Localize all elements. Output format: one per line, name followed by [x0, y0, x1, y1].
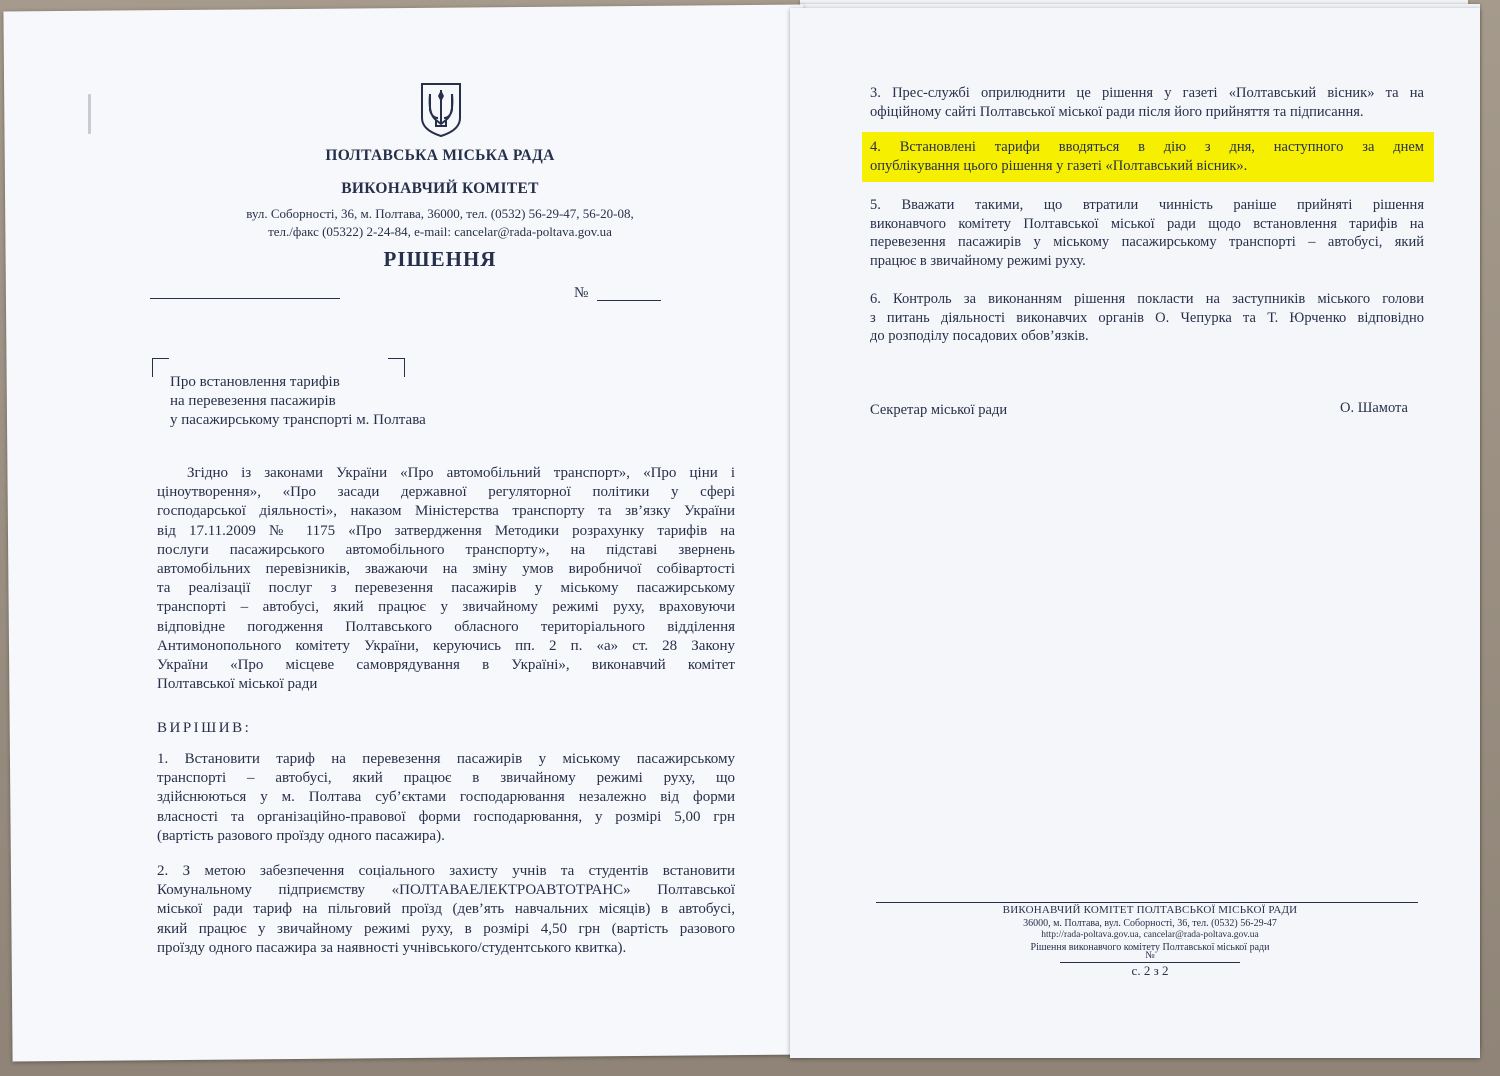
committee-name: ВИКОНАВЧИЙ КОМІТЕТ	[341, 180, 539, 197]
item-line: виконавчого комітету Полтавської міської ради щодо встановлення тарифів на	[870, 215, 1424, 232]
item-line: перевезення пасажирів у міському пасажирському транспорті – автобусі, який	[870, 234, 1424, 250]
item-1	[157, 750, 735, 846]
preamble-line: послуги пасажирського автомобільного транспорту», на підставі звернень	[157, 541, 735, 558]
preamble-line: відповідне погодження Полтавського обласного територіального відділення	[157, 618, 735, 635]
item-line: 3. Прес-службі оприлюднити це рішення у газеті «Полтавський вісник» та на	[870, 85, 1424, 101]
preamble	[157, 464, 735, 694]
item-4	[870, 138, 1424, 175]
preamble-line: Антимонопольного комітету України, керуючись пп. 2 п. «а» ст. 28 Закону	[157, 637, 735, 654]
preamble-line: від 17.11.2009 № 1175 «Про затвердження Методики розрахунку тарифів на	[157, 522, 735, 539]
item-line: до розподілу посадових обов’язків.	[870, 328, 1089, 344]
item-line: Комунальному підприємству «ПОЛТАВАЕЛЕКТРОАВТОТРАНС» Полтавської	[157, 882, 735, 899]
page-number: с. 2 з 2	[1131, 963, 1169, 978]
item-line: 5. Вважати такими, що втратили чинність раніше прийняті рішення	[870, 197, 1424, 213]
signatory-position: Секретар міської ради	[870, 402, 1008, 418]
item-line: проїзду одного пасажира за наявності учнівського/студентського квитка).	[157, 939, 627, 956]
footer-web: http://rada-poltava.gov.ua, cancelar@rada-poltava.gov.ua	[1041, 930, 1259, 940]
item-line: здійснюються у м. Полтава суб’єктами господарювання незалежно від форми	[157, 789, 735, 806]
address-line-2: тел./факс (05322) 2-24-84, e-mail: cancelar@rada-poltava.gov.ua	[268, 224, 612, 239]
subject-line-3: у пасажирському транспорті м. Полтава	[170, 412, 426, 428]
item-5	[870, 196, 1424, 270]
item-6	[870, 290, 1424, 346]
council-name: ПОЛТАВСЬКА МІСЬКА РАДА	[325, 147, 555, 164]
item-line: 2. З метою забезпечення соціального захисту учнів та студентів встановити	[157, 863, 735, 879]
item-line: опублікування цього рішення у газеті «Полтавський вісник».	[870, 157, 1248, 174]
footer-number-label: №	[1145, 950, 1155, 961]
trident-emblem-icon	[418, 80, 464, 138]
date-blank-line	[150, 298, 340, 299]
preamble-line: транспорті – автобусі, який працює у звичайному режимі руху, враховуючи	[157, 599, 735, 616]
footer-committee: ВИКОНАВЧИЙ КОМІТЕТ ПОЛТАВСЬКОЇ МІСЬКОЇ РАДИ	[1002, 904, 1298, 916]
preamble-line: автомобільних перевізників, зважаючи на зміну умов виробничої собівартості	[157, 561, 735, 578]
number-label: №	[574, 285, 589, 301]
preamble-line: та реалізації послуг з перевезення пасажирів у міському пасажирському	[157, 580, 735, 597]
staple-mark	[88, 94, 91, 134]
preamble-line: Полтавської міської ради	[157, 676, 318, 693]
preamble-line: ціноутворення», «Про засади державної регуляторної політики у сфері	[157, 484, 735, 501]
resolved-heading: ВИРІШИВ:	[157, 720, 252, 736]
footer-decision-label: Рішення виконавчого комітету Полтавської міської ради	[1030, 942, 1270, 953]
item-line: 1. Встановити тариф на перевезення пасажирів у міському пасажирському	[157, 751, 735, 767]
subject-bracket-left	[152, 358, 169, 377]
footer-divider	[876, 902, 1418, 903]
item-line: 4. Встановлені тарифи вводяться в дію з дня, наступного за днем	[870, 139, 1424, 155]
subject-bracket-right	[388, 358, 405, 377]
item-2	[157, 862, 735, 958]
number-blank-line	[597, 300, 661, 301]
footer-address: 36000, м. Полтава, вул. Соборності, 36, тел. (0532) 56-29-47	[1023, 918, 1277, 929]
item-line: власності та організаційно-правової форми господарювання, у розмірі 5,00 грн	[157, 808, 735, 825]
item-line: (вартість разового проїзду одного пасажира).	[157, 827, 445, 844]
item-line: транспорті – автобусі, який працює в звичайному режимі руху, що	[157, 770, 735, 787]
item-3	[870, 84, 1424, 121]
preamble-line: України «Про місцеве самоврядування в Україні», виконавчий комітет	[157, 657, 735, 674]
item-line: міської ради тариф на пільговий проїзд (дев’ять навчальних місяців) в автобусі,	[157, 901, 735, 918]
subject-line-2: на перевезення пасажирів	[170, 393, 336, 409]
item-line: з питань діяльності виконавчих органів О. Чепурка та Т. Юрченко відповідно	[870, 309, 1424, 326]
subject-line-1: Про встановлення тарифів	[170, 374, 340, 390]
document-title: РІШЕННЯ	[383, 247, 497, 271]
item-line: який працює у звичайному режимі руху, в розмірі 4,50 грн (вартість разового	[157, 920, 735, 937]
item-line: 6. Контроль за виконанням рішення покласти на заступників міського голови	[870, 291, 1424, 307]
item-line: працює в звичайному режимі руху.	[870, 252, 1086, 269]
signatory-name: О. Шамота	[1340, 400, 1408, 416]
preamble-line: Згідно із законами України «Про автомобільний транспорт», «Про ціни і	[187, 465, 735, 481]
item-line: офіційному сайті Полтавської міської ради після його прийняття та підписання.	[870, 103, 1364, 120]
address-line-1: вул. Соборності, 36, м. Полтава, 36000, тел. (0532) 56-29-47, 56-20-08,	[246, 206, 634, 221]
preamble-line: господарської діяльності», наказом Міністерства транспорту та зв’язку України	[157, 503, 735, 520]
